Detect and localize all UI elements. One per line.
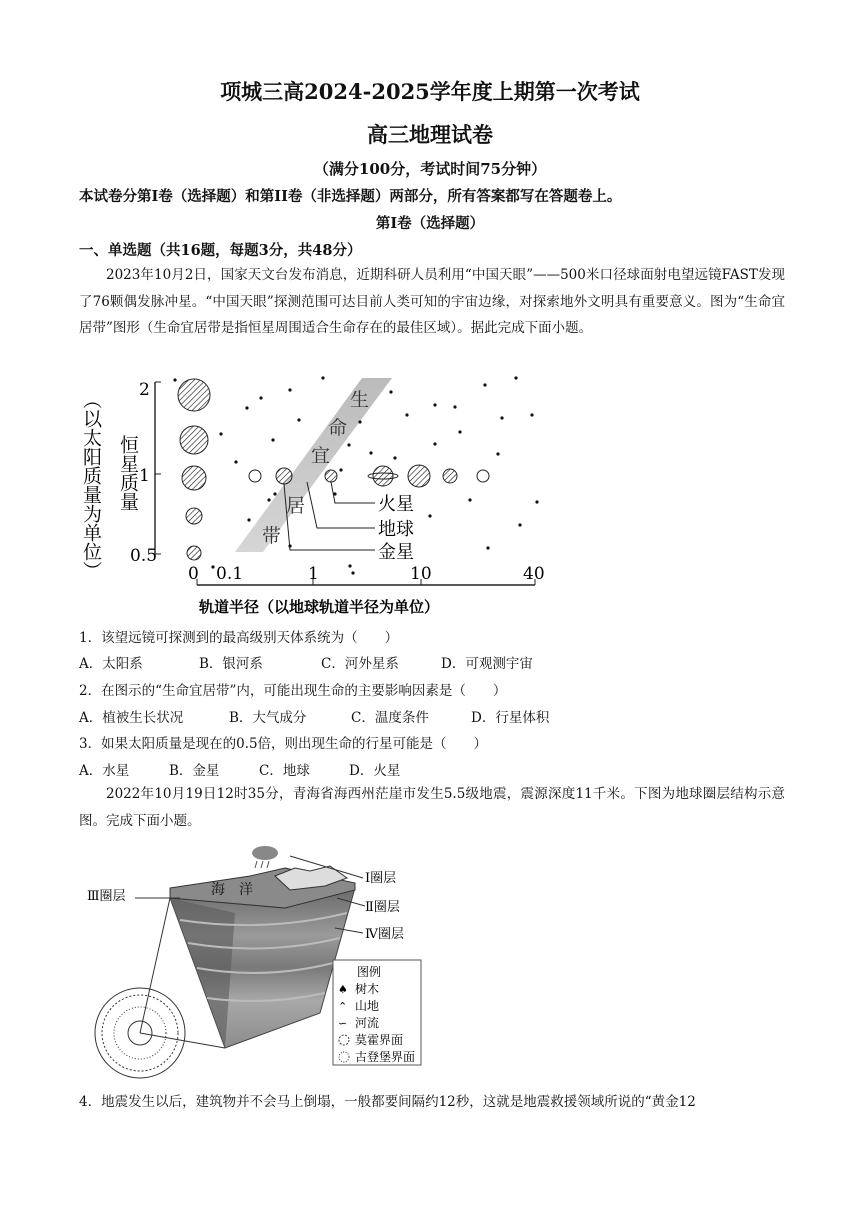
q2-option-d[interactable]: D．行星体积 bbox=[471, 710, 550, 726]
q1-option-a[interactable]: A．太阳系 bbox=[79, 656, 143, 672]
exam-title: 项城三高2024-2025学年度上期第一次考试 bbox=[220, 79, 640, 104]
y-tick-1: 1 bbox=[139, 466, 150, 486]
x-tick-1: 1 bbox=[308, 564, 319, 584]
q3-option-c[interactable]: C．地球 bbox=[259, 763, 310, 779]
legend-gutenberg: 古登堡界面 bbox=[355, 1050, 416, 1064]
q1-option-c[interactable]: C．河外星系 bbox=[321, 656, 399, 672]
passage-2: 2022年10月19日12时35分，青海省海西州茫崖市发生5.5级地震，震源深度11千米。下图为地球圈层结构示意图。完成下面小题。 bbox=[79, 786, 785, 829]
legend-title: 图例 bbox=[357, 965, 382, 979]
y-tick-2: 2 bbox=[139, 380, 150, 400]
q3-option-d[interactable]: D．火星 bbox=[349, 763, 401, 779]
instructions: 本试卷分第Ⅰ卷（选择题）和第II卷（非选择题）两部分，所有答案都写在答题卷上。 bbox=[79, 188, 622, 205]
habitable-zone-figure bbox=[80, 370, 555, 620]
legend-tree: 树木 bbox=[355, 982, 380, 996]
x-tick-0-1: 0.1 bbox=[216, 564, 244, 584]
earth-layers-figure bbox=[85, 838, 435, 1083]
x-axis-label: 轨道半径（以地球轨道半径为单位） bbox=[199, 598, 440, 616]
tree-icon: ♠ bbox=[338, 983, 348, 996]
band-char-1: 生 bbox=[350, 389, 370, 411]
part1-heading: 第Ⅰ卷（选择题） bbox=[375, 215, 485, 232]
label-earth: 地球 bbox=[378, 519, 414, 540]
mountain-icon: ⌃ bbox=[338, 1000, 348, 1013]
passage-1: 2023年10月2日，国家天文台发布消息，近期科研人员利用“中国天眼”——500米口径球面射电望远镜FAST发现了76颗偶发脉冲星。“中国天眼”探测范围可达目前人类可知的宇宙边缘，对探索地外文明具有重要意义。图为“生命宜居带”图形（生命宜居带是指恒星周围适合生命存在的最佳区域）。据此完成下面小题。 bbox=[79, 267, 785, 336]
x-tick-0: 0 bbox=[188, 564, 199, 584]
y-label-outer: （以太阳质量为单位） bbox=[80, 390, 102, 580]
q3-option-b[interactable]: B．金星 bbox=[169, 763, 220, 779]
legend-moho: 莫霍界面 bbox=[355, 1033, 404, 1047]
legend-river: 河流 bbox=[355, 1016, 380, 1030]
q2-option-c[interactable]: C．温度条件 bbox=[351, 710, 429, 726]
q1-option-d[interactable]: D．可观测宇宙 bbox=[441, 656, 533, 672]
question-1-stem: 1．该望远镜可探测到的最高级别天体系统为（ ） bbox=[79, 630, 399, 646]
question-2-options bbox=[79, 706, 549, 726]
band-char-5: 带 bbox=[262, 525, 282, 547]
ocean-label: 海 洋 bbox=[211, 882, 253, 898]
question-3-stem: 3．如果太阳质量是现在的0.5倍，则出现生命的行星可能是（ ） bbox=[79, 736, 488, 752]
question-4-stem: 4．地震发生以后，建筑物并不会马上倒塌，一般都要间隔约12秒，这就是地震救援领域所说的“黄金12 bbox=[79, 1094, 696, 1110]
question-1-options bbox=[79, 652, 533, 672]
question-3-options bbox=[79, 759, 400, 779]
y-tick-0-5: 0.5 bbox=[130, 546, 158, 566]
band-char-4: 居 bbox=[286, 495, 306, 517]
section1-heading: 一、单选题（共16题，每题3分，共48分） bbox=[79, 242, 362, 259]
band-char-3: 宜 bbox=[311, 445, 331, 467]
x-tick-40: 40 bbox=[523, 564, 545, 584]
layer-1-label: Ⅰ圈层 bbox=[365, 871, 397, 886]
layer-3-label: Ⅲ圈层 bbox=[87, 889, 126, 904]
q1-option-b[interactable]: B．银河系 bbox=[199, 656, 263, 672]
layer-4-label: Ⅳ圈层 bbox=[365, 927, 404, 942]
legend-mountain: 山地 bbox=[355, 999, 380, 1013]
legend bbox=[333, 960, 421, 1065]
q2-option-b[interactable]: B．大气成分 bbox=[229, 710, 307, 726]
label-venus: 金星 bbox=[378, 542, 414, 563]
q3-option-a[interactable]: A．水星 bbox=[79, 763, 130, 779]
exam-subtitle: 高三地理试卷 bbox=[367, 122, 493, 147]
band-char-2: 命 bbox=[328, 417, 348, 439]
question-2-stem: 2．在图示的“生命宜居带”内，可能出现生命的主要影响因素是（ ） bbox=[79, 683, 507, 699]
layer-2-label: Ⅱ圈层 bbox=[365, 900, 400, 915]
river-icon: ∽ bbox=[338, 1017, 348, 1030]
q2-option-a[interactable]: A．植被生长状况 bbox=[79, 710, 184, 726]
label-mars: 火星 bbox=[378, 494, 414, 515]
y-label-inner: 恒星质量 bbox=[117, 435, 139, 511]
score-info: （满分100分，考试时间75分钟） bbox=[313, 160, 547, 178]
x-tick-10: 10 bbox=[410, 564, 432, 584]
